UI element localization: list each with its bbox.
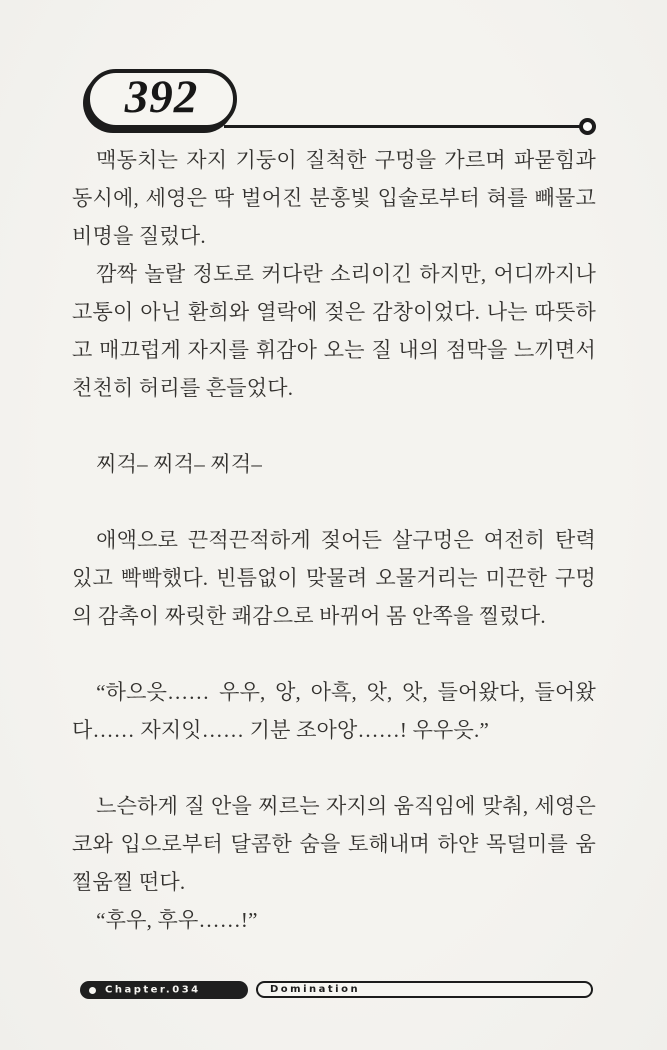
paragraph-2: 깜짝 놀랄 정도로 커다란 소리이긴 하지만, 어디까지나 고통이 아닌 환희와 열락에 젖은 감창이었다. 나는 따뜻하고 매끄럽게 자지를 휘감아 오는 질 내의 점막을 느끼면서 천천히 허리를 흔들었다. (72, 262, 596, 400)
chapter-badge (80, 981, 248, 999)
paragraph-3-sfx: 찌걱– 찌걱– 찌걱– (96, 452, 263, 476)
series-title-label: Domination (270, 984, 361, 995)
series-title-badge (256, 981, 593, 998)
chapter-label: Chapter.034 (105, 984, 201, 995)
paragraph-4: 애액으로 끈적끈적하게 젖어든 살구멍은 여전히 탄력 있고 빡빡했다. 빈틈없이 맞물려 오물거리는 미끈한 구멍의 감촉이 짜릿한 쾌감으로 바뀌어 몸 안쪽을 찔렀다. (72, 528, 596, 628)
paragraph-5-dialogue: “하으읏…… 우우, 앙, 아흑, 앗, 앗, 들어왔다, 들어왔다…… 자지잇…… 기분 조아앙……! 우우읏.” (72, 680, 596, 742)
header-ring-icon (579, 118, 596, 135)
bullet-dot-icon (89, 987, 96, 994)
page-number-badge (86, 69, 237, 129)
header-rule-line (224, 125, 581, 128)
paragraph-1: 맥동치는 자지 기둥이 질척한 구멍을 가르며 파묻힘과 동시에, 세영은 딱 벌어진 분홍빛 입술로부터 혀를 빼물고 비명을 질렀다. (72, 148, 596, 248)
page-body (0, 141, 667, 939)
paragraph-6: 느슨하게 질 안을 찌르는 자지의 움직임에 맞춰, 세영은 코와 입으로부터 달콤한 숨을 토해내며 하얀 목덜미를 움찔움찔 떤다. (72, 794, 596, 894)
paragraph-7-dialogue: “후우, 후우……!” (96, 908, 258, 932)
page-number: 392 (124, 70, 199, 123)
